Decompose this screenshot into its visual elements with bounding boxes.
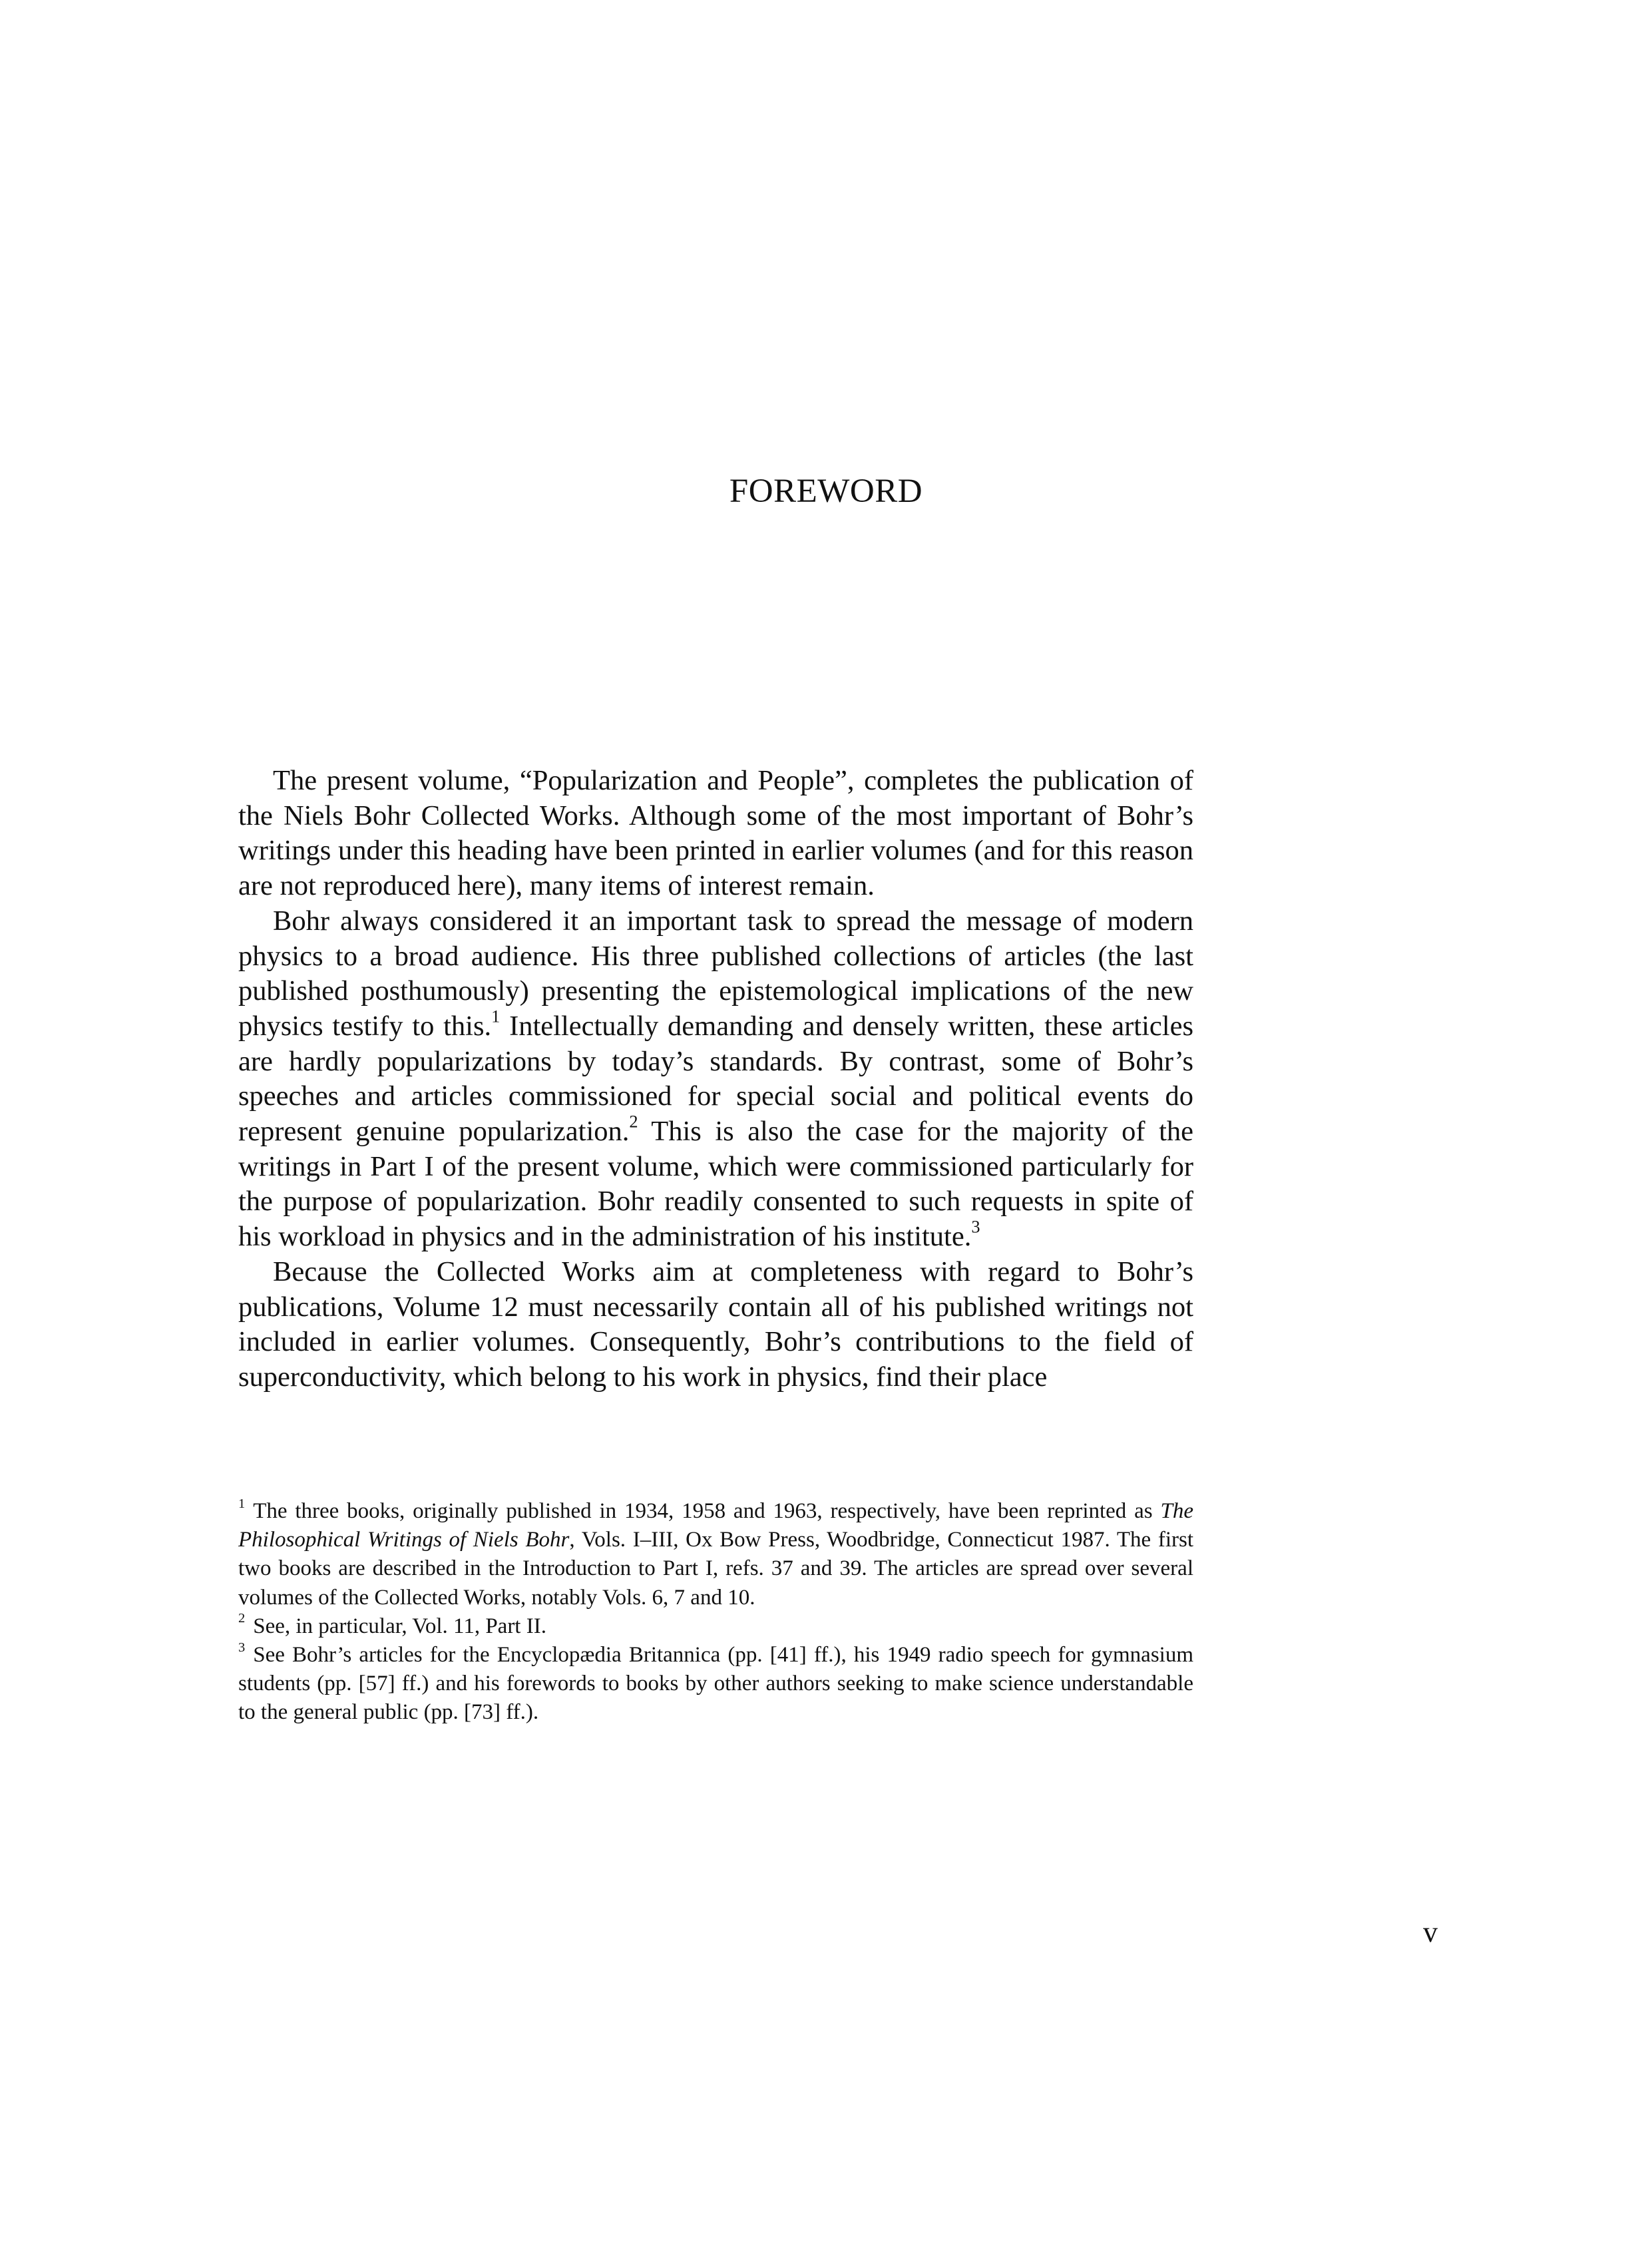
text-run: Bohr always considered it an important task to spread the message of modern physics to a broad audience. His three published collections of articles (the last published posthumously) presenting the epistemological implications of the new physics testify to this. [238,905,1193,1042]
text-run: The three books, originally published in 1934, 1958 and 1963, respectively, have been reprinted as [253,1499,1161,1523]
text-run: See, in particular, Vol. 11, Part II. [253,1614,546,1638]
text-run: Because the Collected Works aim at completeness with regard to Bohr’s publications, Volume 12 must necessarily contain all of his published writings not included in earlier volumes. Consequently, Bohr’s contributions to the field of superconductivity, which belong to his work in physics, find their place [238,1255,1193,1393]
paragraph [238,904,1193,1255]
text-run: , Vols. I–III, Ox Bow Press, Woodbridge, Connecticut 1987. The first two books are described in the Introduction to Part I, refs. 37 and 39. The articles are spread over several volumes of the Collected Works, notably Vols. 6, 7 and 10. [238,1528,1193,1610]
footnote [238,1612,1193,1641]
footnote-marker: 2 [238,1611,246,1626]
text-run: The present volume, “Popularization and People”, completes the publication of the Niels Bohr Collected Works. Although some of the most important of Bohr’s writings under this heading have been printed in earlier volumes (and for this reason are not reproduced here), many items of interest remain. [238,765,1193,902]
page-title: FOREWORD [729,473,923,510]
paragraph [238,764,1193,904]
footnotes [238,1497,1193,1727]
footnote-reference: 2 [629,1112,638,1132]
body-text [238,764,1193,1395]
footnote [238,1641,1193,1727]
page-number: v [1423,1916,1438,1948]
book-title: The Philosophical Writings of Niels Bohr [238,1499,1193,1552]
footnote-marker: 3 [238,1640,246,1655]
text-run: Intellectually demanding and densely written, these articles are hardly popularizations by today’s standards. By contrast, some of Bohr’s speeches and articles commissioned for special social and political events do represent genuine popularization. [238,1010,1193,1148]
footnote-marker: 1 [238,1496,246,1511]
paragraph [238,1255,1193,1395]
text-run: This is also the case for the majority of the writings in Part I of the present volume, which were commissioned particularly for the purpose of popularization. Bohr readily consented to such requests in spite of his workload in physics and in the administration of his institute. [238,1116,1193,1253]
footnote-reference: 1 [491,1007,501,1026]
footnote-reference: 3 [971,1217,980,1237]
footnote [238,1497,1193,1612]
text-run: See Bohr’s articles for the Encyclopædia Britannica (pp. [41] ff.), his 1949 radio speech for gymnasium students (pp. [57] ff.) and his forewords to books by other authors seeking to make science understandable to the general public (pp. [73] ff.). [238,1643,1193,1725]
